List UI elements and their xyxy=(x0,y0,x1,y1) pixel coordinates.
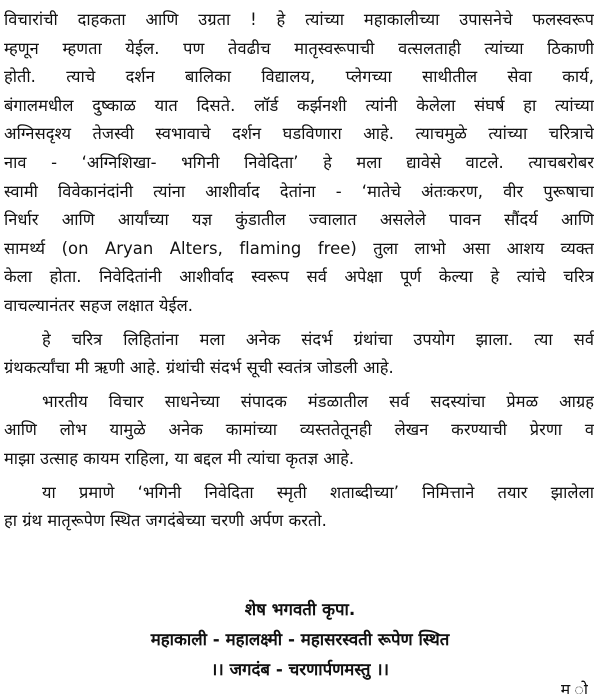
text-line: सामर्थ्य (on Aryan Alters, flaming free) तुला लाभो असा आशय व्यक्त xyxy=(4,238,594,258)
text-line: म्हणून म्हणता येईल. पण तेवढीच मातृस्वरूपाची वत्सलताही त्यांच्या ठिकाणी xyxy=(4,38,594,58)
text-line: नाव - ‘अग्निशिखा- भगिनी निवेदिता’ हे मला द्यावेसे वाटले. त्याचबरोबर xyxy=(4,152,594,172)
text-line: बंगालमधील दुष्काळ यात दिसते. लॉर्ड कर्झनशी त्यांनी केलेला संघर्ष हा त्यांच्या xyxy=(4,95,594,115)
paragraph-1 xyxy=(4,6,594,321)
text-line: हे चरित्र लिहितांना मला अनेक संदर्भ ग्रंथांचा उपयोग झाला. त्या सर्व xyxy=(42,329,594,349)
text-line: अग्निसदृश्य तेजस्वी स्वभावाचे दर्शन घडविणारा आहे. त्याचमुळे त्यांच्या चरित्राचे xyxy=(4,124,594,144)
text-line: होती. त्याचे दर्शन बालिका विद्यालय, प्लेगच्या साथीतील सेवा कार्य, xyxy=(4,67,594,87)
text-line: निर्धार आणि आर्यांच्या यज्ञ कुंडातील ज्वालात असलेले पावन सौंदर्य आणि xyxy=(4,210,594,230)
paragraph-3 xyxy=(4,388,594,474)
closing-invocation: महाकाली - महालक्ष्मी - महासरस्वती रूपेण स्थित xyxy=(150,629,450,649)
paragraph-4 xyxy=(4,479,594,536)
text-line: या प्रमाणे ‘भगिनी निवेदिता स्मृती शताब्दीच्या’ निमित्ताने तयार झालेला xyxy=(42,482,594,502)
text-line: वाचल्यानंतर सहज लक्षात येईल. xyxy=(4,295,194,315)
cut-off-text: म ोे xyxy=(560,680,588,694)
paragraph-2 xyxy=(4,326,594,383)
text-line: ग्रंथकर्त्यांचा मी ऋणी आहे. ग्रंथांची संदर्भ सूची स्वतंत्र जोडली आहे. xyxy=(4,358,394,378)
text-line: स्वामी विवेकानंदांनी त्यांना आशीर्वाद देतांना - ‘मातेचे अंतःकरण, वीर पुरूषाचा xyxy=(4,181,594,201)
text-line: माझा उत्साह कायम राहिला, या बद्दल मी त्यांचा कृतज्ञ आहे. xyxy=(4,448,355,468)
text-line: आणि लोभ यामुळे अनेक कामांच्या व्यस्ततेतूनही लेखन करण्याची प्रेरणा व xyxy=(4,420,594,440)
text-line: केला होता. निवेदितांनी आशीर्वाद स्वरूप सर्व अपेक्षा पूर्ण केल्या हे त्यांचे चरित्र xyxy=(4,267,594,287)
closing-dedication: ।। जगदंब - चरणार्पणमस्तु ।। xyxy=(211,659,389,679)
text-line: भारतीय विचार साधनेच्या संपादक मंडळातील सर्व सदस्यांचा प्रेमळ आग्रह xyxy=(42,391,594,411)
document-body xyxy=(4,6,594,536)
closing-blessing: शेष भगवती कृपा. xyxy=(244,599,356,619)
text-line: हा ग्रंथ मातृरूपेण स्थित जगदंबेच्या चरणी अर्पण करतो. xyxy=(4,511,327,531)
text-line: विचारांची दाहकता आणि उग्रता ! हे त्यांच्या महाकालीच्या उपासनेचे फलस्वरूप xyxy=(4,10,594,29)
